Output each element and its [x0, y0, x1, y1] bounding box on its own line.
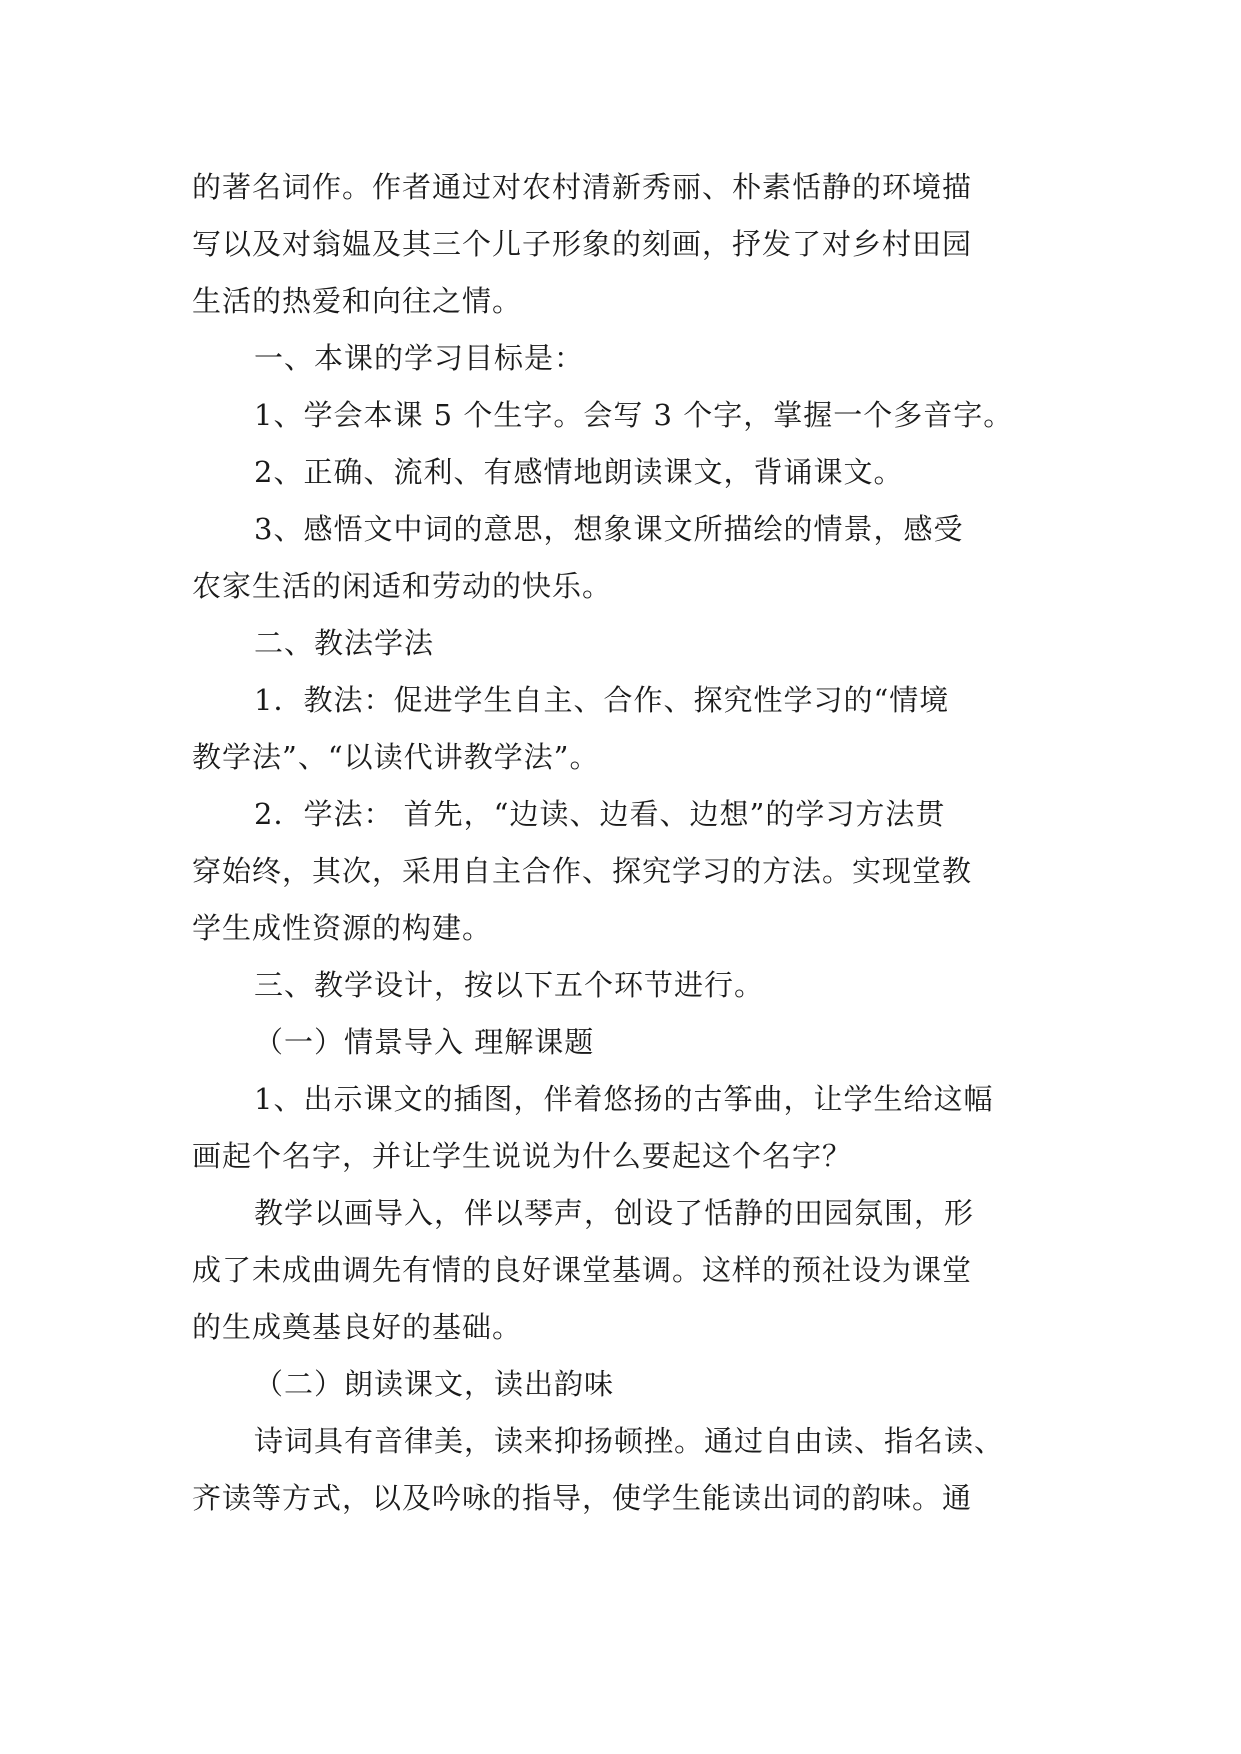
section-heading-2: 二、教法学法 — [254, 626, 435, 660]
text-line-8: 农家生活的闲适和劳动的快乐。 — [192, 569, 613, 603]
text-line-13: 穿始终，其次，采用自主合作、探究学习的方法。实现堂教 — [192, 854, 973, 888]
text-line-7: 3、感悟文中词的意思，想象课文所描绘的情景，感受 — [254, 512, 964, 546]
text-line-20: 成了未成曲调先有情的良好课堂基调。这样的预社设为课堂 — [192, 1253, 973, 1287]
text-line-5: 1、学会本课 5 个生字。会写 3 个字，掌握一个多音字。 — [254, 398, 1014, 432]
text-line-10: 1．教法：促进学生自主、合作、探究性学习的“情境 — [254, 683, 950, 717]
text-line-21: 的生成奠基良好的基础。 — [192, 1310, 523, 1344]
text-line-11: 教学法”、“以读代讲教学法”。 — [192, 740, 600, 774]
text-line-24: 齐读等方式，以及吟咏的指导，使学生能读出词的韵味。通 — [192, 1481, 973, 1515]
text-line-19: 教学以画导入，伴以琴声，创设了恬静的田园氛围，形 — [254, 1196, 975, 1230]
section-heading-3: 三、教学设计，按以下五个环节进行。 — [254, 968, 765, 1002]
subsection-heading-1: （一）情景导入 理解课题 — [254, 1025, 595, 1059]
text-line-14: 学生成性资源的构建。 — [192, 911, 493, 945]
text-line-17: 1、出示课文的插图，伴着悠扬的古筝曲，让学生给这幅 — [254, 1082, 994, 1116]
text-line-2: 写以及对翁媪及其三个儿子形象的刻画，抒发了对乡村田园 — [192, 227, 973, 261]
section-heading-1: 一、本课的学习目标是： — [254, 341, 585, 375]
text-line-1: 的著名词作。作者通过对农村清新秀丽、朴素恬静的环境描 — [192, 170, 973, 204]
subsection-heading-2: （二）朗读课文，读出韵味 — [254, 1367, 615, 1401]
text-line-6: 2、正确、流利、有感情地朗读课文，背诵课文。 — [254, 455, 904, 489]
text-line-18: 画起个名字，并让学生说说为什么要起这个名字？ — [192, 1139, 853, 1173]
text-line-23: 诗词具有音律美，读来抑扬顿挫。通过自由读、指名读、 — [254, 1424, 1005, 1458]
text-line-12: 2．学法： 首先，“边读、边看、边想”的学习方法贯 — [254, 797, 946, 831]
text-line-3: 生活的热爱和向往之情。 — [192, 284, 523, 318]
